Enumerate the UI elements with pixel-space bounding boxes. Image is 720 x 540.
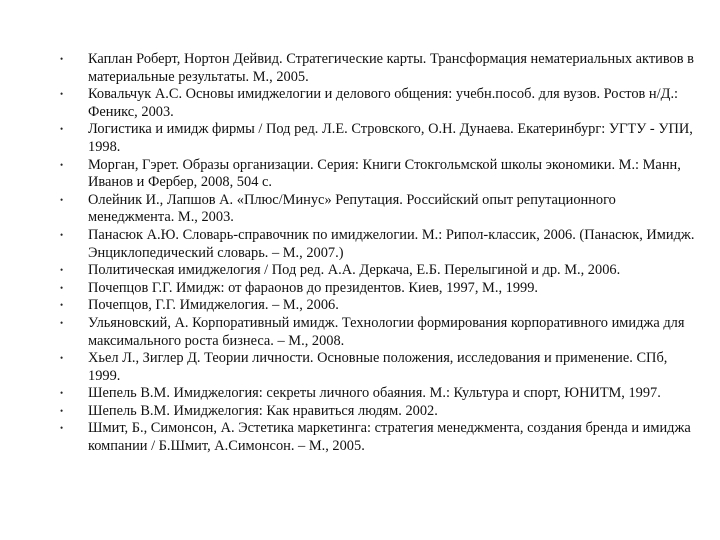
list-item bbox=[56, 350, 696, 385]
reference-text: Ковальчук А.С. Основы имиджелогии и делового общения: учебн.пособ. для вузов. Ростов н/Д.: Феникс, 2003. bbox=[88, 86, 679, 120]
reference-text: Олейник И., Лапшов А. «Плюс/Минус» Репутация. Российский опыт репутационного менеджмента. М., 2003. bbox=[88, 191, 616, 226]
reference-text: Ульяновский, А. Корпоративный имидж. Технологии формирования корпоративного имиджа для максимального роста бизнеса. – М., 2008. bbox=[88, 314, 685, 349]
bullet-icon: • bbox=[60, 265, 64, 276]
bullet-icon: • bbox=[60, 124, 64, 135]
reference-text: Почепцов, Г.Г. Имиджелогия. – М., 2006. bbox=[88, 297, 339, 314]
reference-text: Шепель В.М. Имиджелогия: Как нравиться людям. 2002. bbox=[88, 402, 438, 419]
list-item bbox=[56, 157, 696, 192]
bullet-icon: • bbox=[60, 405, 64, 416]
bullet-icon: • bbox=[60, 282, 64, 293]
list-item bbox=[56, 385, 696, 403]
list-item bbox=[56, 420, 696, 455]
bullet-icon: • bbox=[60, 194, 64, 205]
bullet-icon: • bbox=[60, 388, 64, 399]
bullet-icon: • bbox=[60, 159, 64, 170]
reference-text: Хьел Л., Зиглер Д. Теории личности. Основные положения, исследования и применение. СПб, 1999. bbox=[88, 350, 668, 384]
list-item bbox=[56, 86, 696, 121]
reference-text: Морган, Гэрет. Образы организации. Серия: Книги Стокгольмской школы экономики. М.: Манн, Иванов и Фербер, 2008, 504 с. bbox=[88, 156, 681, 191]
list-item bbox=[56, 315, 696, 350]
bibliography-list bbox=[56, 51, 696, 456]
reference-text: Логистика и имидж фирмы / Под ред. Л.Е. Стровского, О.Н. Дунаева. Екатеринбург: УГТУ - УПИ, 1998. bbox=[88, 121, 693, 155]
bullet-icon: • bbox=[60, 300, 64, 311]
reference-text: Политическая имиджелогия / Под ред. А.А. Деркача, Е.Б. Перелыгиной и др. М., 2006. bbox=[88, 262, 621, 279]
list-item bbox=[56, 297, 696, 315]
reference-text: Почепцов Г.Г. Имидж: от фараонов до президентов. Киев, 1997, М., 1999. bbox=[88, 279, 539, 296]
reference-text: Каплан Роберт, Нортон Дейвид. Стратегические карты. Трансформация нематериальных активов в материальные результаты. М., 2005. bbox=[88, 51, 694, 85]
bullet-icon: • bbox=[60, 54, 64, 64]
bullet-icon: • bbox=[60, 423, 64, 434]
bullet-icon: • bbox=[60, 353, 64, 364]
reference-text: Шмит, Б., Симонсон, А. Эстетика маркетинга: стратегия менеджмента, создания бренда и имиджа компании / Б.Шмит, А.Симонсон. – М., 2005. bbox=[88, 420, 691, 455]
reference-text: Шепель В.М. Имиджелогия: секреты личного обаяния. М.: Культура и спорт, ЮНИТМ, 1997. bbox=[88, 385, 661, 402]
list-item bbox=[56, 403, 696, 421]
list-item bbox=[56, 262, 696, 280]
bullet-icon: • bbox=[60, 317, 64, 328]
list-item bbox=[56, 280, 696, 298]
list-item bbox=[56, 51, 696, 86]
bullet-icon: • bbox=[60, 89, 64, 100]
bullet-icon: • bbox=[60, 229, 64, 240]
reference-text: Панасюк А.Ю. Словарь-справочник по имиджелогии. М.: Рипол-классик, 2006. (Панасюк, Имидж. Энциклопедический словарь. – М., 2007.) bbox=[88, 226, 695, 261]
list-item bbox=[56, 192, 696, 227]
list-item bbox=[56, 227, 696, 262]
list-item bbox=[56, 121, 696, 156]
